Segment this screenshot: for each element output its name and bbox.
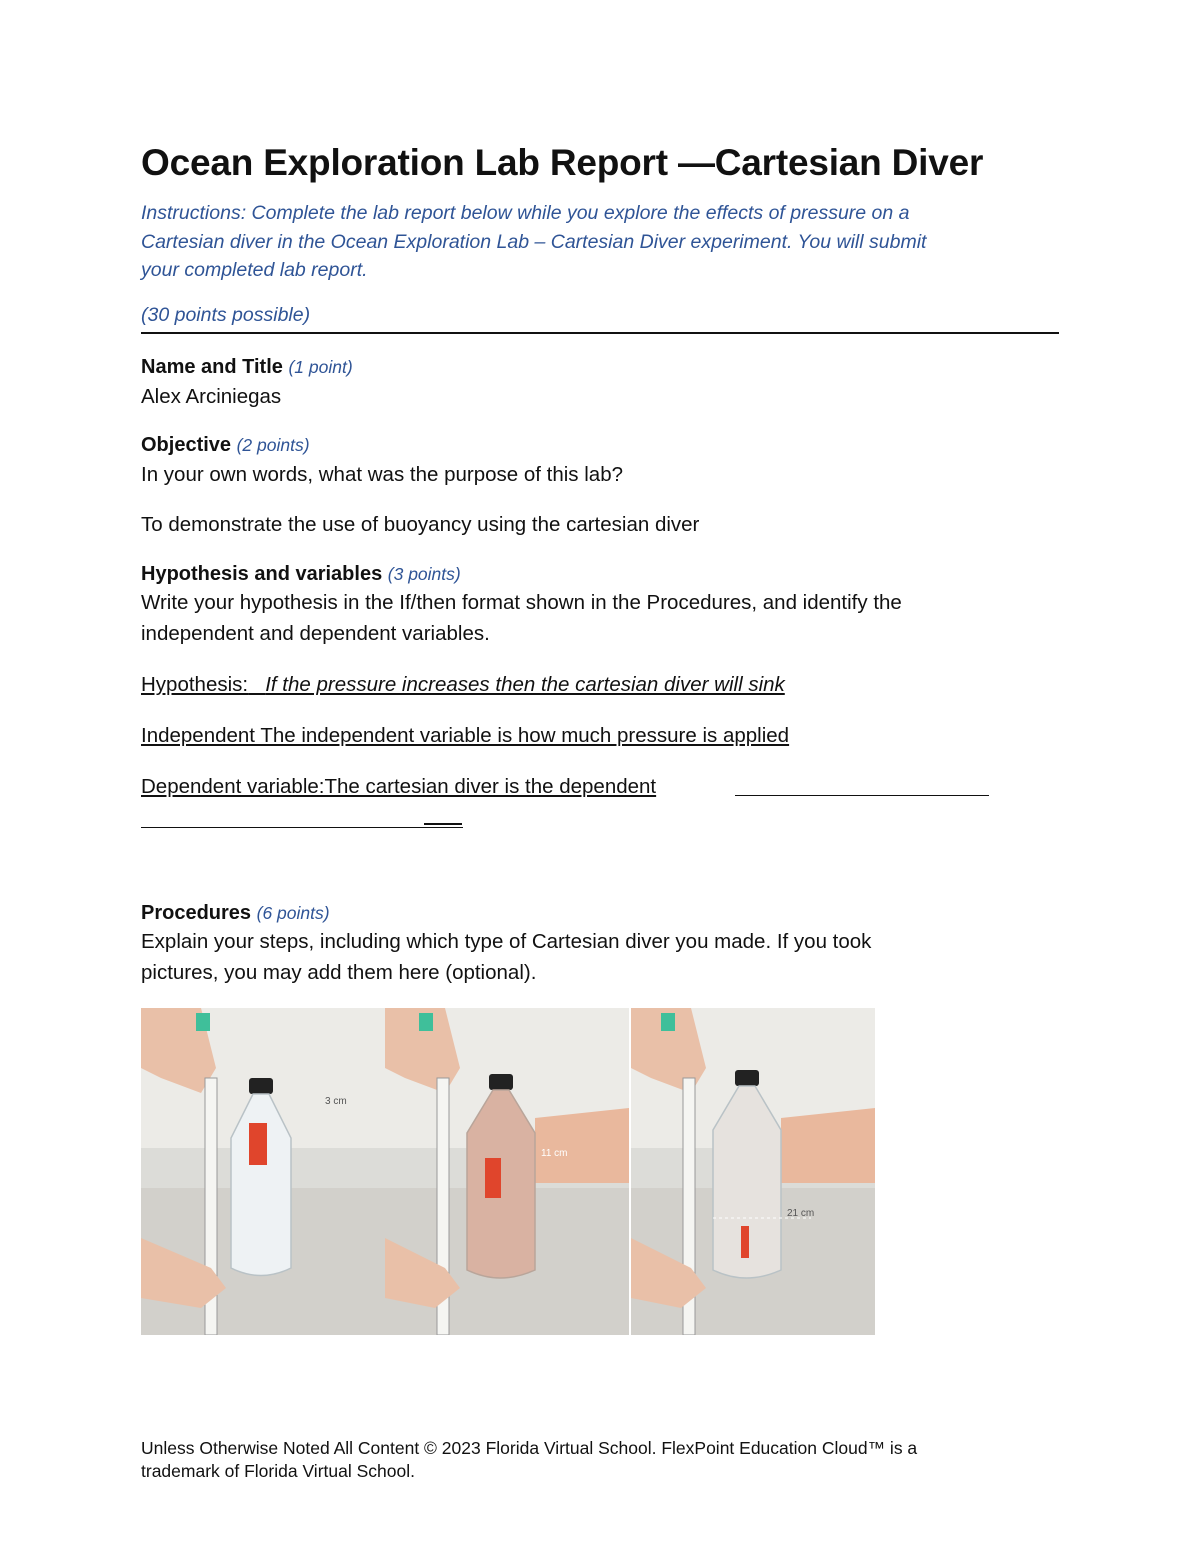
diver-photo-2 <box>385 1008 629 1335</box>
instructions <box>141 199 1041 285</box>
instructions-line-3: your completed lab report. <box>141 259 368 281</box>
name-heading <box>141 356 353 379</box>
dependent-variable: Dependent variable:The cartesian diver is the dependent <box>141 775 657 798</box>
procedures-prompt-2: pictures, you may add them here (optional). <box>141 961 537 984</box>
name-points: (1 point) <box>288 357 353 377</box>
diver-marker <box>249 1123 267 1165</box>
diver-photo-1 <box>141 1008 385 1335</box>
blank-answer-line <box>141 827 463 828</box>
objective-heading <box>141 434 310 457</box>
independent-variable: Independent The independent variable is how much pressure is applied <box>141 724 790 747</box>
hypothesis-heading-label: Hypothesis and variables <box>141 563 383 585</box>
page-title: Ocean Exploration Lab Report —Cartesian Diver <box>141 142 984 183</box>
footer-line-1: Unless Otherwise Noted All Content © 2023 Florida Virtual School. FlexPoint Education Cloud™ is a <box>141 1438 918 1458</box>
diver-marker <box>485 1158 501 1198</box>
diver-photo-3 <box>631 1008 875 1335</box>
name-value: Alex Arciniegas <box>141 385 282 408</box>
hypothesis-prompt-1: Write your hypothesis in the If/then format shown in the Procedures, and identify the <box>141 591 902 614</box>
footer <box>141 1437 1041 1483</box>
procedures-points: (6 points) <box>256 903 330 923</box>
objective-question: In your own words, what was the purpose of this lab? <box>141 463 624 486</box>
procedures-heading-label: Procedures <box>141 902 252 924</box>
hypothesis-heading <box>141 563 461 586</box>
procedures-heading <box>141 902 330 925</box>
name-heading-label: Name and Title <box>141 356 283 378</box>
diver-photo-3-image <box>631 1008 875 1335</box>
instructions-line-1: Instructions: Complete the lab report below while you explore the effects of pressure on a <box>141 202 910 224</box>
diver-marker <box>741 1226 749 1258</box>
diver-photo-2-image <box>385 1008 629 1335</box>
hypothesis-label: Hypothesis: <box>141 673 249 696</box>
diver-photo-1-image <box>141 1008 385 1335</box>
points-possible: (30 points possible) <box>141 304 1059 334</box>
photo-2-measure-label: 11 cm <box>541 1148 568 1159</box>
objective-points: (2 points) <box>236 435 310 455</box>
footer-line-2: trademark of Florida Virtual School. <box>141 1461 415 1481</box>
procedures-prompt-1: Explain your steps, including which type of Cartesian diver you made. If you took <box>141 930 872 953</box>
instructions-line-2: Cartesian diver in the Ocean Exploration Lab – Cartesian Diver experiment. You will submit <box>141 230 927 253</box>
hypothesis-prompt-2: independent and dependent variables. <box>141 622 490 645</box>
hypothesis-value: If the pressure increases then the cartesian diver will sink <box>265 673 785 696</box>
blank-answer-line-bold <box>424 823 462 825</box>
dependent-blank-line <box>735 795 989 796</box>
objective-answer: To demonstrate the use of buoyancy using the cartesian diver <box>141 513 700 536</box>
hypothesis-points: (3 points) <box>387 564 461 584</box>
photo-1-measure-label: 3 cm <box>325 1096 347 1107</box>
photo-3-measure-label: 21 cm <box>787 1208 815 1219</box>
objective-heading-label: Objective <box>141 434 232 456</box>
hypothesis-statement <box>141 669 785 700</box>
